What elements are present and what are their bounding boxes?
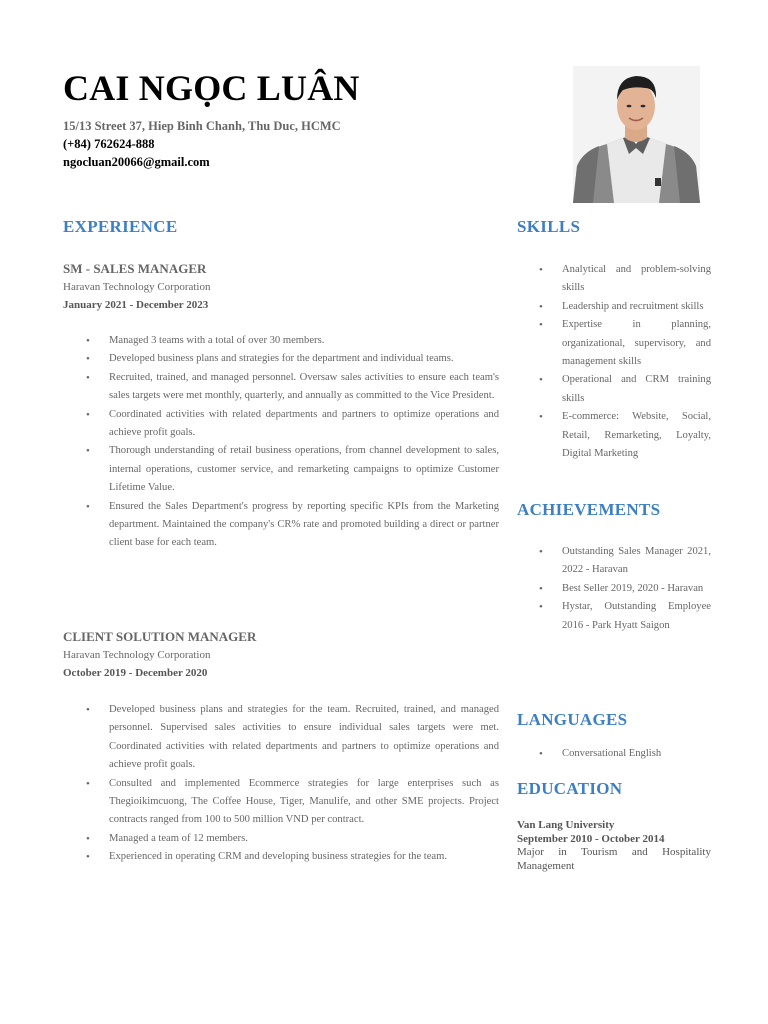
experience-heading: EXPERIENCE — [63, 217, 178, 236]
languages-heading: LANGUAGES — [517, 710, 628, 729]
education-period: September 2010 - October 2014 — [517, 833, 665, 845]
list-item: • Expertise in planning, organizational, supervisory, and management skills — [517, 316, 711, 371]
education-major: Major in Tourism and Hospitality Management — [517, 846, 711, 872]
phone-number: (+84) 762624-888 — [63, 137, 155, 151]
list-item: • Operational and CRM training skills — [517, 371, 711, 408]
profile-photo — [573, 66, 700, 203]
job-title: CLIENT SOLUTION MANAGER — [63, 629, 257, 644]
job-entry-sales-manager — [63, 260, 499, 553]
job-duties-list — [63, 701, 499, 867]
achievements-heading: ACHIEVEMENTS — [517, 500, 661, 519]
job-period: October 2019 - December 2020 — [63, 667, 208, 679]
job-company: Haravan Technology Corporation — [63, 649, 211, 661]
list-item: • Conversational English — [517, 745, 711, 763]
languages-list — [517, 745, 711, 763]
list-item: • Consulted and implemented Ecommerce strategies for large enterprises such as Thegioikimcuong, The Coffee House, Tiger, Manulife, and other SME projects. Project contracts ranged from 100 to 500 million VND per contract. — [63, 775, 499, 830]
skills-list — [517, 261, 711, 463]
job-entry-client-solution-manager — [63, 628, 499, 867]
list-item: • Best Seller 2019, 2020 - Haravan — [517, 580, 711, 598]
job-period: January 2021 - December 2023 — [63, 299, 209, 311]
education-school: Van Lang University — [517, 819, 615, 831]
address: 15/13 Street 37, Hiep Binh Chanh, Thu Duc, HCMC — [63, 119, 341, 133]
education-heading: EDUCATION — [517, 779, 623, 798]
list-item: • Thorough understanding of retail business operations, from channel development to sales, internal operations, customer service, and remarketing campaigns to optimize Customer Lifetime Value. — [63, 442, 499, 497]
list-item: • Hystar, Outstanding Employee 2016 - Park Hyatt Saigon — [517, 598, 711, 635]
job-company: Haravan Technology Corporation — [63, 281, 211, 293]
list-item: • Recruited, trained, and managed personnel. Oversaw sales activities to ensure each team's sales targets were met monthly, quarterly, and annually as committed to the Vice President. — [63, 369, 499, 406]
contact-info — [63, 117, 341, 171]
list-item: • Managed a team of 12 members. — [63, 830, 499, 848]
list-item: • Coordinated activities with related departments and partners to optimize operations and achieve profit goals. — [63, 406, 499, 443]
job-title: SM - SALES MANAGER — [63, 261, 207, 276]
list-item: • Managed 3 teams with a total of over 30 members. — [63, 332, 499, 350]
list-item: • Developed business plans and strategies for the team. Recruited, trained, and managed personnel. Supervised sales activities to ensure individual sales targets were met. Coordinated activities with related departments and partners to optimize operations and achieve profit goals. — [63, 701, 499, 775]
list-item: • Leadership and recruitment skills — [517, 298, 711, 316]
languages-section — [517, 745, 711, 763]
list-item: • Ensured the Sales Department's progress by reporting specific KPIs from the Marketing department. Maintained the company's CR% rate and promoted building a direct or partner client base for each team. — [63, 498, 499, 553]
achievements-section — [517, 543, 711, 635]
email-address: ngocluan20066@gmail.com — [63, 155, 210, 169]
profile-photo-illustration — [573, 66, 700, 203]
list-item: • E-commerce: Website, Social, Retail, Remarketing, Loyalty, Digital Marketing — [517, 408, 711, 463]
skills-heading: SKILLS — [517, 217, 581, 236]
education-section — [517, 818, 711, 873]
list-item: • Developed business plans and strategies for the department and individual teams. — [63, 350, 499, 368]
skills-section — [517, 261, 711, 463]
list-item: • Experienced in operating CRM and developing business strategies for the team. — [63, 848, 499, 866]
achievements-list — [517, 543, 711, 635]
list-item: • Outstanding Sales Manager 2021, 2022 - Haravan — [517, 543, 711, 580]
job-duties-list — [63, 332, 499, 553]
list-item: • Analytical and problem-solving skills — [517, 261, 711, 298]
candidate-name: CAI NGỌC LUÂN — [63, 68, 360, 108]
